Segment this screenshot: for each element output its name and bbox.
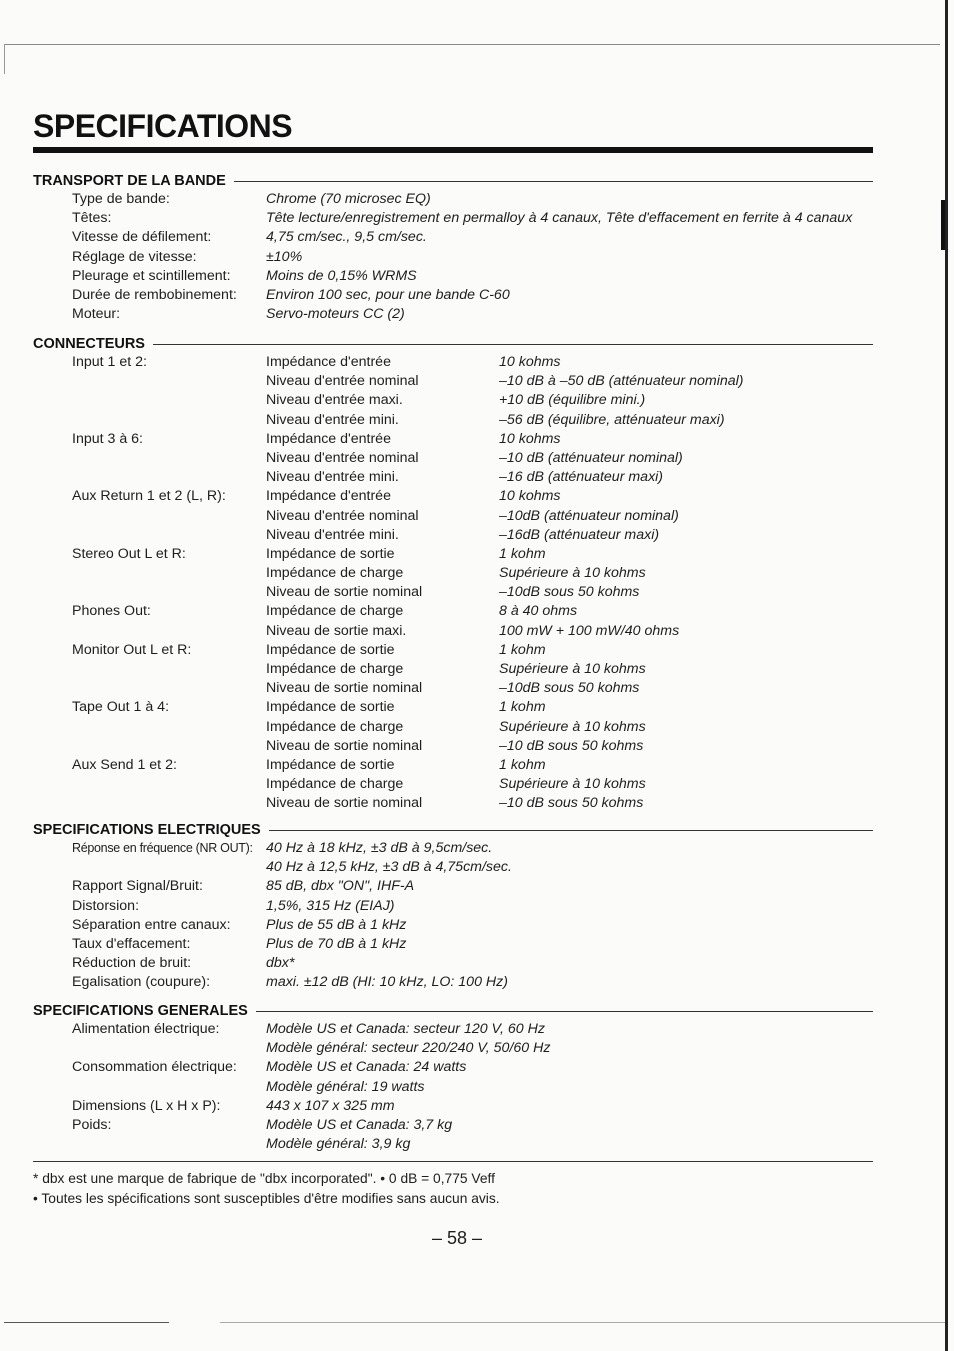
spec-parameter: Impédance de charge bbox=[266, 776, 404, 793]
spec-parameter: Niveau d'entrée nominal bbox=[266, 449, 419, 466]
spec-row bbox=[33, 660, 873, 679]
spec-label: Dimensions (L x H x P): bbox=[72, 1097, 221, 1114]
spec-parameter: Niveau d'entrée mini. bbox=[266, 469, 399, 486]
spec-rows bbox=[33, 1020, 873, 1154]
spec-value: Supérieure à 10 kohms bbox=[499, 718, 646, 735]
section-heading-rule bbox=[234, 181, 873, 182]
spec-label: Rapport Signal/Bruit: bbox=[72, 878, 203, 895]
footnote-notice: • Toutes les spécifications sont susceptibles d'être modifies sans aucun avis. bbox=[33, 1191, 500, 1206]
spec-value: –10 dB (atténuateur nominal) bbox=[499, 449, 683, 466]
spec-label: Moteur: bbox=[72, 306, 121, 323]
spec-row bbox=[33, 954, 873, 973]
spec-value: Tête lecture/enregistrement en permalloy à 4 canaux, Tête d'effacement en ferrite à 4 canaux bbox=[266, 210, 853, 227]
spec-value: Chrome (70 microsec EQ) bbox=[266, 191, 431, 207]
spec-value: Modèle général: 19 watts bbox=[266, 1078, 425, 1095]
spec-parameter: Impédance de sortie bbox=[266, 641, 395, 658]
top-border-line bbox=[4, 44, 940, 45]
section-heading-label: TRANSPORT DE LA BANDE bbox=[33, 173, 226, 189]
spec-parameter: Niveau d'entrée maxi. bbox=[266, 392, 403, 409]
spec-label: Réglage de vitesse: bbox=[72, 248, 197, 265]
spec-row bbox=[33, 228, 873, 247]
spec-value: 4,75 cm/sec., 9,5 cm/sec. bbox=[266, 229, 427, 246]
spec-value: –10 dB à –50 dB (atténuateur nominal) bbox=[499, 373, 744, 390]
spec-row bbox=[33, 775, 873, 794]
spec-row bbox=[33, 190, 873, 209]
spec-row bbox=[33, 449, 873, 468]
spec-label: Consommation électrique: bbox=[72, 1059, 237, 1076]
spec-row bbox=[33, 353, 873, 372]
spec-parameter: Impédance de charge bbox=[266, 565, 404, 582]
spec-label: Vitesse de défilement: bbox=[72, 229, 212, 246]
spec-value: Modèle général: 3,9 kg bbox=[266, 1136, 411, 1153]
spec-parameter: Impédance de sortie bbox=[266, 756, 395, 773]
spec-parameter: Niveau de sortie nominal bbox=[266, 737, 423, 754]
section-heading-label: CONNECTEURS bbox=[33, 336, 145, 352]
section-heading-rule bbox=[153, 344, 873, 345]
spec-row bbox=[33, 916, 873, 935]
spec-value: 85 dB, dbx "ON", IHF-A bbox=[266, 878, 415, 895]
spec-label: Séparation entre canaux: bbox=[72, 916, 231, 933]
spec-label: Poids: bbox=[72, 1116, 112, 1133]
spec-value: 1 kohm bbox=[499, 641, 546, 658]
spec-label: Pleurage et scintillement: bbox=[72, 267, 231, 284]
spec-value: 40 Hz à 18 kHz, ±3 dB à 9,5cm/sec. bbox=[266, 840, 493, 856]
spec-parameter: Impédance d'entrée bbox=[266, 354, 391, 370]
spec-row bbox=[33, 545, 873, 564]
section-heading-label: SPECIFICATIONS ELECTRIQUES bbox=[33, 822, 261, 838]
spec-row bbox=[33, 468, 873, 487]
spec-row bbox=[33, 622, 873, 641]
spec-parameter: Impédance de sortie bbox=[266, 545, 395, 562]
section-heading bbox=[33, 172, 873, 190]
section-heading-rule bbox=[256, 1011, 873, 1012]
top-border-corner bbox=[4, 44, 5, 74]
page-number: – 58 – bbox=[431, 1228, 483, 1248]
spec-value: 10 kohms bbox=[499, 488, 561, 505]
spec-row bbox=[33, 372, 873, 391]
spec-row bbox=[33, 756, 873, 775]
page-edge-mark bbox=[941, 200, 945, 250]
spec-row bbox=[33, 507, 873, 526]
spec-value: 443 x 107 x 325 mm bbox=[266, 1097, 395, 1114]
spec-label: Tape Out 1 à 4: bbox=[72, 699, 170, 716]
spec-parameter: Niveau d'entrée mini. bbox=[266, 411, 399, 428]
spec-row bbox=[33, 897, 873, 916]
spec-parameter: Niveau d'entrée nominal bbox=[266, 507, 419, 524]
spec-row bbox=[33, 267, 873, 286]
spec-value: dbx* bbox=[266, 955, 295, 972]
spec-label: Réponse en fréquence (NR OUT): bbox=[72, 841, 253, 855]
spec-row bbox=[33, 209, 873, 228]
spec-label: Egalisation (coupure): bbox=[72, 974, 211, 991]
spec-parameter: Niveau de sortie nominal bbox=[266, 795, 423, 812]
spec-row bbox=[33, 737, 873, 756]
spec-value: ±10% bbox=[266, 248, 303, 265]
spec-row bbox=[33, 1116, 873, 1135]
spec-row bbox=[33, 430, 873, 449]
spec-value: maxi. ±12 dB (HI: 10 kHz, LO: 100 Hz) bbox=[266, 974, 508, 991]
spec-parameter: Impédance de charge bbox=[266, 718, 404, 735]
spec-row bbox=[33, 391, 873, 410]
spec-label: Type de bande: bbox=[72, 191, 170, 207]
spec-value: Servo-moteurs CC (2) bbox=[266, 306, 405, 323]
spec-value: –10dB sous 50 kohms bbox=[499, 584, 640, 601]
spec-value: +10 dB (équilibre mini.) bbox=[499, 392, 646, 409]
spec-parameter: Niveau d'entrée mini. bbox=[266, 526, 399, 543]
spec-label: Aux Return 1 et 2 (L, R): bbox=[72, 488, 226, 505]
spec-row bbox=[33, 602, 873, 621]
spec-value: Modèle US et Canada: 24 watts bbox=[266, 1059, 467, 1076]
spec-rows bbox=[33, 190, 873, 324]
spec-row bbox=[33, 877, 873, 896]
spec-value: –10dB sous 50 kohms bbox=[499, 680, 640, 697]
section-electriques bbox=[33, 821, 873, 993]
spec-row bbox=[33, 1135, 873, 1154]
spec-row bbox=[33, 248, 873, 267]
spec-value: –10 dB sous 50 kohms bbox=[499, 795, 644, 812]
spec-value: Modèle US et Canada: secteur 120 V, 60 Hz bbox=[266, 1021, 545, 1037]
spec-value: 10 kohms bbox=[499, 430, 561, 447]
title-rule bbox=[33, 147, 873, 153]
page-title: SPECIFICATIONS bbox=[33, 108, 293, 144]
spec-value: –16dB (atténuateur maxi) bbox=[499, 526, 660, 543]
footnote-rule bbox=[33, 1161, 873, 1162]
spec-row bbox=[33, 973, 873, 992]
spec-value: Modèle US et Canada: 3,7 kg bbox=[266, 1116, 453, 1133]
spec-label: Réduction de bruit: bbox=[72, 955, 192, 972]
section-heading bbox=[33, 335, 873, 353]
spec-rows bbox=[33, 353, 873, 814]
section-generales bbox=[33, 1002, 873, 1154]
spec-value: Plus de 70 dB à 1 kHz bbox=[266, 935, 407, 952]
spec-row bbox=[33, 1020, 873, 1039]
spec-row bbox=[33, 1078, 873, 1097]
bottom-border-line-left bbox=[4, 1322, 169, 1323]
spec-label: Distorsion: bbox=[72, 897, 140, 914]
spec-value: 1 kohm bbox=[499, 545, 546, 562]
spec-row bbox=[33, 794, 873, 813]
spec-value: –10dB (atténuateur nominal) bbox=[499, 507, 679, 524]
spec-row bbox=[33, 526, 873, 545]
spec-label: Aux Send 1 et 2: bbox=[72, 756, 177, 773]
page-edge-right bbox=[945, 0, 948, 1351]
spec-row bbox=[33, 641, 873, 660]
spec-value: 1,5%, 315 Hz (EIAJ) bbox=[266, 897, 395, 914]
spec-value: Environ 100 sec, pour une bande C-60 bbox=[266, 286, 510, 303]
spec-parameter: Niveau de sortie nominal bbox=[266, 680, 423, 697]
spec-row bbox=[33, 718, 873, 737]
spec-row bbox=[33, 935, 873, 954]
spec-row bbox=[33, 1058, 873, 1077]
spec-value: 1 kohm bbox=[499, 699, 546, 716]
spec-value: 1 kohm bbox=[499, 756, 546, 773]
spec-row bbox=[33, 698, 873, 717]
spec-row bbox=[33, 305, 873, 324]
spec-value: 8 à 40 ohms bbox=[499, 603, 578, 620]
section-heading-label: SPECIFICATIONS GENERALES bbox=[33, 1003, 248, 1019]
spec-value: –10 dB sous 50 kohms bbox=[499, 737, 644, 754]
spec-row bbox=[33, 411, 873, 430]
bottom-border-line-right bbox=[220, 1322, 945, 1323]
spec-value: Plus de 55 dB à 1 kHz bbox=[266, 916, 407, 933]
section-transport bbox=[33, 172, 873, 324]
spec-label: Monitor Out L et R: bbox=[72, 641, 192, 658]
spec-value: –16 dB (atténuateur maxi) bbox=[499, 469, 664, 486]
spec-value: Modèle général: secteur 220/240 V, 50/60 Hz bbox=[266, 1040, 551, 1057]
section-heading bbox=[33, 1002, 873, 1020]
spec-row bbox=[33, 839, 873, 858]
spec-parameter: Impédance d'entrée bbox=[266, 488, 391, 505]
spec-row bbox=[33, 1097, 873, 1116]
spec-value: Moins de 0,15% WRMS bbox=[266, 267, 417, 284]
spec-rows bbox=[33, 839, 873, 993]
spec-value: 10 kohms bbox=[499, 354, 561, 370]
spec-parameter: Impédance de charge bbox=[266, 661, 404, 677]
spec-label: Taux d'effacement: bbox=[72, 935, 191, 952]
spec-label: Input 1 et 2: bbox=[72, 354, 147, 370]
spec-parameter: Impédance de charge bbox=[266, 603, 404, 620]
spec-label: Alimentation électrique: bbox=[72, 1021, 220, 1037]
spec-label: Input 3 à 6: bbox=[72, 430, 143, 447]
section-connecteurs bbox=[33, 335, 873, 814]
section-heading bbox=[33, 821, 873, 839]
spec-parameter: Impédance de sortie bbox=[266, 699, 395, 716]
spec-label: Stereo Out L et R: bbox=[72, 545, 186, 562]
spec-row bbox=[33, 583, 873, 602]
spec-value: –56 dB (équilibre, atténuateur maxi) bbox=[499, 411, 725, 428]
spec-row bbox=[33, 679, 873, 698]
spec-value: Supérieure à 10 kohms bbox=[499, 776, 646, 793]
spec-parameter: Niveau d'entrée nominal bbox=[266, 373, 419, 390]
spec-parameter: Niveau de sortie nominal bbox=[266, 584, 423, 601]
spec-label: Durée de rembobinement: bbox=[72, 286, 237, 303]
footnote-dbx: * dbx est une marque de fabrique de "dbx incorporated". • 0 dB = 0,775 Veff bbox=[33, 1171, 495, 1186]
spec-label: Têtes: bbox=[72, 210, 112, 227]
spec-value: Supérieure à 10 kohms bbox=[499, 565, 646, 582]
spec-row bbox=[33, 1039, 873, 1058]
spec-parameter: Niveau de sortie maxi. bbox=[266, 622, 407, 639]
spec-row bbox=[33, 286, 873, 305]
spec-row bbox=[33, 487, 873, 506]
spec-parameter: Impédance d'entrée bbox=[266, 430, 391, 447]
spec-row bbox=[33, 564, 873, 583]
section-heading-rule bbox=[269, 830, 873, 831]
spec-value: 100 mW + 100 mW/40 ohms bbox=[499, 622, 680, 639]
spec-row bbox=[33, 858, 873, 877]
spec-label: Phones Out: bbox=[72, 603, 151, 620]
spec-value: 40 Hz à 12,5 kHz, ±3 dB à 4,75cm/sec. bbox=[266, 859, 512, 876]
spec-value: Supérieure à 10 kohms bbox=[499, 661, 646, 677]
